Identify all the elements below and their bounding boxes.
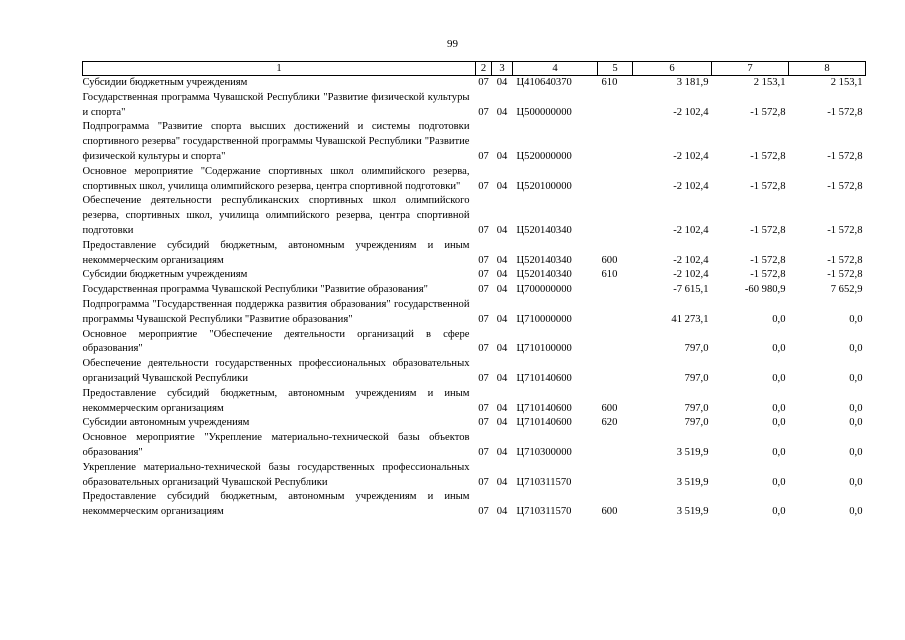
row-subsection: 04 — [496, 506, 508, 518]
row-subsection: 04 — [496, 476, 508, 488]
row-target-code: Ц520140340 — [516, 254, 572, 266]
row-subsection: 04 — [496, 106, 508, 118]
row-expense-type: 600 — [601, 506, 618, 518]
table-body — [83, 76, 866, 520]
col-header-8: 8 — [789, 62, 866, 76]
row-name: Предоставление субсидий бюджетным, автономным учреждениям и иным некоммерческим организациям — [82, 491, 470, 518]
table-row — [83, 91, 866, 121]
table-row — [83, 387, 866, 417]
row-target-code: Ц410640370 — [516, 77, 572, 88]
row-target-code: Ц710311570 — [516, 476, 572, 488]
row-target-code: Ц710000000 — [516, 313, 572, 325]
row-value-8: -1 572,8 — [827, 180, 863, 192]
row-expense-type: 610 — [601, 269, 618, 281]
row-value-6: -2 102,4 — [673, 224, 709, 236]
row-expense-type — [598, 357, 633, 387]
row-expense-type: 620 — [601, 417, 618, 429]
row-subsection: 04 — [496, 269, 508, 281]
row-expense-type — [598, 298, 633, 328]
row-target-code: Ц500000000 — [516, 106, 572, 118]
row-value-7: 0,0 — [772, 476, 786, 488]
row-value-7: -1 572,8 — [750, 269, 786, 281]
row-section: 07 — [478, 476, 489, 488]
col-header-2: 2 — [476, 62, 492, 76]
row-value-6: 797,0 — [684, 417, 709, 429]
row-subsection: 04 — [496, 343, 508, 355]
row-value-8: -1 572,8 — [827, 150, 863, 162]
row-subsection: 04 — [496, 313, 508, 325]
row-target-code: Ц710140600 — [516, 372, 572, 384]
row-section: 07 — [478, 150, 489, 162]
row-name: Государственная программа Чувашской Республики "Развитие физической культуры и спорта" — [82, 91, 470, 118]
col-header-5: 5 — [598, 62, 633, 76]
row-section: 07 — [478, 269, 489, 281]
row-value-7: 0,0 — [772, 372, 786, 384]
row-value-7: -1 572,8 — [750, 254, 786, 266]
row-name: Подпрограмма "Развитие спорта высших достижений и системы подготовки спортивного резерва" государственной программы Чувашской Республики "Развитие физической культуры и спорта" — [82, 121, 470, 162]
row-value-6: 3 181,9 — [676, 77, 709, 88]
row-value-7: -60 980,9 — [744, 284, 786, 296]
row-target-code: Ц710311570 — [516, 506, 572, 518]
col-header-3: 3 — [492, 62, 513, 76]
row-value-6: -2 102,4 — [673, 150, 709, 162]
row-subsection: 04 — [496, 150, 508, 162]
row-value-7: 0,0 — [772, 343, 786, 355]
row-value-7: -1 572,8 — [750, 150, 786, 162]
row-value-8: -1 572,8 — [827, 269, 863, 281]
row-section: 07 — [478, 313, 489, 325]
table-row — [83, 431, 866, 461]
row-value-7: -1 572,8 — [750, 106, 786, 118]
row-value-8: -1 572,8 — [827, 254, 863, 266]
row-name: Подпрограмма "Государственная поддержка развития образования" государственной программы Чувашской Республики "Развитие образования" — [82, 298, 470, 325]
row-subsection: 04 — [496, 77, 508, 88]
row-target-code: Ц710300000 — [516, 446, 572, 458]
row-value-7: 0,0 — [772, 446, 786, 458]
table-row — [83, 298, 866, 328]
row-expense-type — [598, 120, 633, 164]
row-target-code: Ц520000000 — [516, 150, 572, 162]
row-target-code: Ц520100000 — [516, 180, 572, 192]
row-value-6: -2 102,4 — [673, 254, 709, 266]
row-value-6: -2 102,4 — [673, 269, 709, 281]
row-value-8: 0,0 — [849, 343, 863, 355]
row-value-8: -1 572,8 — [827, 224, 863, 236]
row-name: Субсидии бюджетным учреждениям — [82, 77, 248, 88]
row-section: 07 — [478, 372, 489, 384]
row-value-7: 0,0 — [772, 402, 786, 414]
row-section: 07 — [478, 343, 489, 355]
row-value-6: 797,0 — [684, 343, 709, 355]
row-value-8: 0,0 — [849, 506, 863, 518]
row-subsection: 04 — [496, 254, 508, 266]
row-name: Предоставление субсидий бюджетным, автономным учреждениям и иным некоммерческим организациям — [82, 239, 470, 266]
row-value-6: 797,0 — [684, 372, 709, 384]
row-value-6: 3 519,9 — [676, 506, 709, 518]
row-subsection: 04 — [496, 446, 508, 458]
table-row — [83, 76, 866, 91]
row-name: Основное мероприятие "Содержание спортивных школ олимпийского резерва, спортивных школ, училища олимпийского резерва, центра спортивной подготовки" — [82, 165, 470, 192]
row-expense-type — [598, 165, 633, 195]
row-name: Обеспечение деятельности государственных профессиональных образовательных организаций Чувашской Республики — [82, 358, 470, 384]
row-value-6: -7 615,1 — [673, 284, 709, 296]
row-section: 07 — [478, 106, 489, 118]
row-value-8: 0,0 — [849, 417, 863, 429]
row-value-7: 0,0 — [772, 313, 786, 325]
row-value-8: -1 572,8 — [827, 106, 863, 118]
row-name: Субсидии автономным учреждениям — [82, 417, 250, 429]
table-row — [83, 357, 866, 387]
row-section: 07 — [478, 180, 489, 192]
row-name: Субсидии бюджетным учреждениям — [82, 269, 248, 281]
row-name: Обеспечение деятельности республиканских спортивных школ олимпийского резерва, спортивных школ, училища олимпийского резерва, центра спортивной подготовки — [82, 195, 470, 236]
row-value-7: -1 572,8 — [750, 180, 786, 192]
row-section: 07 — [478, 254, 489, 266]
row-expense-type: 610 — [601, 77, 618, 88]
row-value-7: 0,0 — [772, 417, 786, 429]
row-value-6: -2 102,4 — [673, 106, 709, 118]
page-number: 99 — [447, 38, 458, 50]
row-value-7: 0,0 — [772, 506, 786, 518]
col-header-1: 1 — [83, 62, 476, 76]
row-section: 07 — [478, 446, 489, 458]
col-header-6: 6 — [633, 62, 712, 76]
row-value-7: 2 153,1 — [753, 77, 786, 88]
row-expense-type — [598, 91, 633, 121]
row-expense-type: 600 — [601, 254, 618, 266]
row-subsection: 04 — [496, 402, 508, 414]
row-target-code: Ц710140600 — [516, 417, 572, 429]
row-value-6: -2 102,4 — [673, 180, 709, 192]
col-header-7: 7 — [712, 62, 789, 76]
row-value-8: 2 153,1 — [830, 77, 863, 88]
row-value-8: 0,0 — [849, 446, 863, 458]
row-target-code: Ц710100000 — [516, 343, 572, 355]
row-section: 07 — [478, 506, 489, 518]
row-value-8: 0,0 — [849, 313, 863, 325]
header-row — [83, 62, 866, 76]
row-name: Основное мероприятие "Укрепление материально-технической базы объектов образования" — [82, 432, 470, 458]
table-row — [83, 490, 866, 520]
col-header-4: 4 — [513, 62, 598, 76]
row-value-7: -1 572,8 — [750, 224, 786, 236]
row-section: 07 — [478, 417, 489, 429]
row-target-code: Ц700000000 — [516, 284, 572, 296]
row-name: Укрепление материально-технической базы государственных профессиональных образовательных организаций Чувашской Республики — [82, 461, 470, 488]
table-row — [83, 416, 866, 431]
row-value-6: 3 519,9 — [676, 446, 709, 458]
row-section: 07 — [478, 224, 489, 236]
table-row — [83, 268, 866, 283]
row-value-8: 0,0 — [849, 402, 863, 414]
row-name: Основное мероприятие "Обеспечение деятельности организаций в сфере образования" — [82, 328, 470, 355]
row-value-8: 0,0 — [849, 476, 863, 488]
row-section: 07 — [478, 284, 489, 296]
row-section: 07 — [478, 402, 489, 414]
row-value-6: 797,0 — [684, 402, 709, 414]
row-expense-type: 600 — [601, 402, 618, 414]
row-section: 07 — [478, 77, 489, 88]
budget-table — [82, 61, 866, 520]
table-row — [83, 120, 866, 164]
row-expense-type — [598, 194, 633, 238]
table-row — [83, 328, 866, 358]
row-value-8: 0,0 — [849, 372, 863, 384]
row-name: Государственная программа Чувашской Республики "Развитие образования" — [82, 284, 428, 296]
row-value-8: 7 652,9 — [830, 284, 863, 296]
table-row — [83, 194, 866, 238]
row-subsection: 04 — [496, 224, 508, 236]
row-subsection: 04 — [496, 372, 508, 384]
row-expense-type — [598, 431, 633, 461]
row-expense-type — [598, 328, 633, 358]
row-expense-type — [598, 461, 633, 491]
row-expense-type — [598, 283, 633, 298]
row-subsection: 04 — [496, 417, 508, 429]
row-name: Предоставление субсидий бюджетным, автономным учреждениям и иным некоммерческим организациям — [82, 387, 470, 414]
row-target-code: Ц710140600 — [516, 402, 572, 414]
table-row — [83, 165, 866, 195]
row-subsection: 04 — [496, 180, 508, 192]
row-value-6: 41 273,1 — [671, 313, 709, 325]
row-target-code: Ц520140340 — [516, 269, 572, 281]
table-row — [83, 283, 866, 298]
row-target-code: Ц520140340 — [516, 224, 572, 236]
table-row — [83, 461, 866, 491]
table-row — [83, 239, 866, 269]
row-subsection: 04 — [496, 284, 508, 296]
row-value-6: 3 519,9 — [676, 476, 709, 488]
